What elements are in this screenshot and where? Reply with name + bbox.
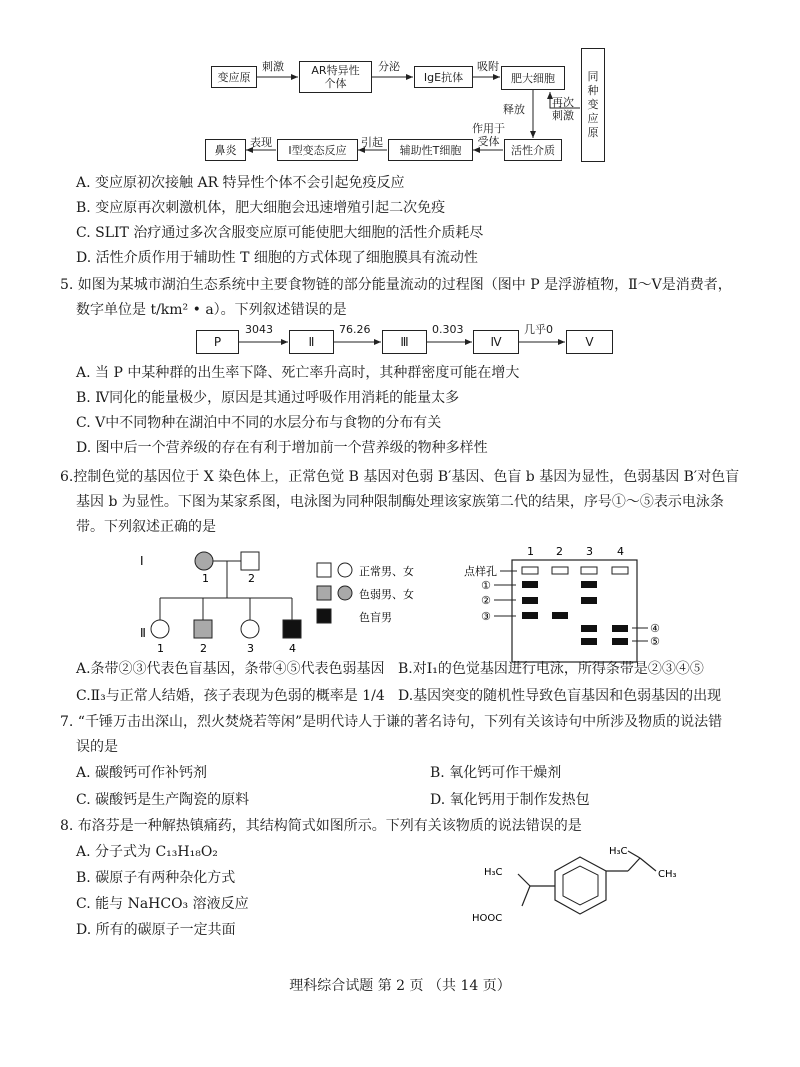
box-same-allergen: 同 种 变 应 原	[581, 48, 605, 162]
pedigree-num-ii2: 2	[200, 642, 207, 655]
q5-option-b: B. Ⅳ同化的能量极少，原因是其通过呼吸作用消耗的能量太多	[76, 390, 460, 406]
pedigree-ii1-female-normal	[151, 620, 169, 638]
ch3-label: CH₃	[658, 869, 677, 880]
gel-well-label: 点样孔	[464, 565, 497, 578]
gel-frame	[512, 560, 637, 662]
q6-option-c: C.Ⅱ₃与正常人结婚，孩子表现为色弱的概率是 1/4	[76, 688, 385, 704]
legend-normal-label: 正常男、女	[359, 565, 414, 578]
q7-stem-line2: 误的是	[76, 739, 118, 755]
q6-stem-line3: 带。下列叙述正确的是	[76, 519, 216, 535]
q8-stem: 8. 布洛芬是一种解热镇痛药，其结构简式如图所示。下列有关该物质的说法错误的是	[60, 818, 582, 834]
pedigree-i1-female-weak	[195, 552, 213, 570]
page-footer: 理科综合试题 第 2 页 （共 14 页）	[289, 978, 511, 994]
gel-band-label-4: ④	[650, 622, 660, 635]
box-allergen: 变应原	[211, 66, 257, 88]
box-inflammation: 鼻炎	[205, 139, 246, 161]
gel-lane-4: 4	[617, 545, 624, 558]
label-secrete: 分泌	[378, 60, 400, 73]
gel-band-lane1-3	[522, 612, 538, 619]
pedigree-legend	[315, 560, 465, 630]
gen-label-2: Ⅱ	[140, 626, 146, 640]
label-adsorb: 吸附	[477, 60, 499, 73]
box-type1: Ⅰ型变态反应	[277, 139, 358, 161]
q7-option-a: A. 碳酸钙可作补钙剂	[76, 765, 208, 781]
left-h3c-label: H₃C	[484, 867, 503, 878]
pedigree-num-i2: 2	[248, 572, 255, 585]
pedigree-chart	[120, 540, 320, 660]
box-mediator: 活性介质	[504, 139, 562, 161]
chain-value-2: 76.26	[339, 323, 371, 336]
gen-label-1: Ⅰ	[140, 554, 144, 568]
label-again: 再次 刺激	[552, 96, 574, 122]
pedigree-num-ii3: 3	[247, 642, 254, 655]
chain-value-4: 几乎0	[524, 323, 553, 336]
label-act-on: 作用于 受体	[472, 122, 505, 148]
q6-option-a: A.条带②③代表色盲基因，条带④⑤代表色弱基因	[76, 661, 385, 677]
box-ige: IgE抗体	[414, 66, 473, 88]
pedigree-i2-male-normal	[241, 552, 259, 570]
q5-option-c: C. Ⅴ中不同物种在湖泊中不同的水层分布与食物的分布有关	[76, 415, 442, 431]
pedigree-num-ii4: 4	[289, 642, 296, 655]
gel-band-lane3-1	[581, 581, 597, 588]
q5-stem-line1: 5. 如图为某城市湖泊生态系统中主要食物链的部分能量流动的过程图（图中 P 是浮游植物，Ⅱ～Ⅴ是消费者，	[60, 277, 732, 293]
gel-band-lane2-3	[552, 612, 568, 619]
q7-stem-line1: 7. “千锤万击出深山，烈火焚烧若等闲”是明代诗人于谦的著名诗句，下列有关该诗句中所涉及物质的说法错	[60, 714, 723, 730]
label-cause: 引起	[361, 136, 383, 149]
gel-band-label-3: ③	[481, 610, 491, 623]
gel-band-lane4-4	[612, 625, 628, 632]
q6-stem-line2: 基因 b 为显性。下图为某家系图，电泳图为同种限制酶处理该家族第二代的结果，序号①～⑤表示电泳条	[76, 494, 724, 510]
q6-stem-line1: 6.控制色觉的基因位于 X 染色体上，正常色觉 B 基因对色弱 B′基因、色盲 b 基因为显性，色弱基因 B′对色盲	[60, 469, 740, 485]
chain-box-2: Ⅱ	[289, 330, 334, 354]
q8-option-c: C. 能与 NaHCO₃ 溶液反应	[76, 896, 249, 912]
chain-box-4: Ⅳ	[473, 330, 519, 354]
pedigree-num-ii1: 1	[157, 642, 164, 655]
gel-band-lane1-1	[522, 581, 538, 588]
q5-option-a: A. 当 P 中某种群的出生率下降、死亡率升高时，其种群密度可能在增大	[76, 365, 520, 381]
legend-normal-female-icon	[338, 563, 352, 577]
label-release: 释放	[503, 103, 525, 116]
gel-band-lane3-4	[581, 625, 597, 632]
gel-band-lane1-2	[522, 597, 538, 604]
gel-lane-1: 1	[527, 545, 534, 558]
q5-stem-line2: 数字单位是 t/km² • a）。下列叙述错误的是	[76, 302, 347, 318]
ibuprofen-structure	[470, 838, 700, 948]
q5-option-d: D. 图中后一个营养级的存在有利于增加前一个营养级的物种多样性	[76, 440, 488, 456]
legend-weak-female-icon	[338, 586, 352, 600]
box-helper-t: 辅助性T细胞	[388, 139, 473, 161]
box-ar-individual: AR特异性 个体	[299, 61, 372, 93]
chain-box-5: Ⅴ	[566, 330, 613, 354]
gel-band-lane3-5	[581, 638, 597, 645]
q7-option-b: B. 氧化钙可作干燥剂	[430, 765, 562, 781]
q8-option-b: B. 碳原子有两种杂化方式	[76, 870, 236, 886]
cooh-label: HOOC	[472, 913, 503, 924]
legend-blind-label: 色盲男	[359, 611, 392, 624]
benzene-inner-ring	[563, 866, 598, 905]
label-stimulate: 刺激	[262, 60, 284, 73]
pedigree-ii4-male-blind	[283, 620, 301, 638]
gel-band-label-5: ⑤	[650, 635, 660, 648]
gel-band-label-2: ②	[481, 594, 491, 607]
q4-option-d: D. 活性介质作用于辅助性 T 细胞的方式体现了细胞膜具有流动性	[76, 250, 478, 266]
q8-option-d: D. 所有的碳原子一定共面	[76, 922, 236, 938]
q4-option-a: A. 变应原初次接触 AR 特异性个体不会引起免疫反应	[76, 175, 405, 191]
gel-lane-2: 2	[556, 545, 563, 558]
gel-electrophoresis	[462, 540, 672, 670]
q7-option-c: C. 碳酸钙是生产陶瓷的原料	[76, 792, 250, 808]
q8-option-a: A. 分子式为 C₁₃H₁₈O₂	[76, 844, 218, 860]
gel-band-label-1: ①	[481, 579, 491, 592]
q6-option-b: B.对Ⅰ₁的色觉基因进行电泳，所得条带是②③④⑤	[398, 661, 704, 677]
legend-weak-label: 色弱男、女	[359, 588, 414, 601]
gel-band-lane4-5	[612, 638, 628, 645]
q4-option-b: B. 变应原再次刺激机体，肥大细胞会迅速增殖引起二次免疫	[76, 200, 446, 216]
chain-value-1: 3043	[245, 323, 273, 336]
q7-option-d: D. 氧化钙用于制作发热包	[430, 792, 590, 808]
q6-option-d: D.基因突变的随机性导致色盲基因和色弱基因的出现	[398, 688, 722, 704]
pedigree-ii3-female-normal	[241, 620, 259, 638]
gel-band-lane3-2	[581, 597, 597, 604]
box-mast-cell: 肥大细胞	[501, 66, 565, 90]
legend-normal-male-icon	[317, 563, 331, 577]
q4-option-c: C. SLIT 治疗通过多次含服变应原可能使肥大细胞的活性介质耗尽	[76, 225, 484, 241]
label-show: 表现	[250, 136, 272, 149]
pedigree-ii2-male-weak	[194, 620, 212, 638]
chain-value-3: 0.303	[432, 323, 464, 336]
chain-box-p: P	[196, 330, 239, 354]
gel-lane-3: 3	[586, 545, 593, 558]
top-h3c-label: H₃C	[609, 846, 628, 857]
legend-blind-male-icon	[317, 609, 331, 623]
legend-weak-male-icon	[317, 586, 331, 600]
chain-box-3: Ⅲ	[382, 330, 427, 354]
pedigree-num-i1: 1	[202, 572, 209, 585]
